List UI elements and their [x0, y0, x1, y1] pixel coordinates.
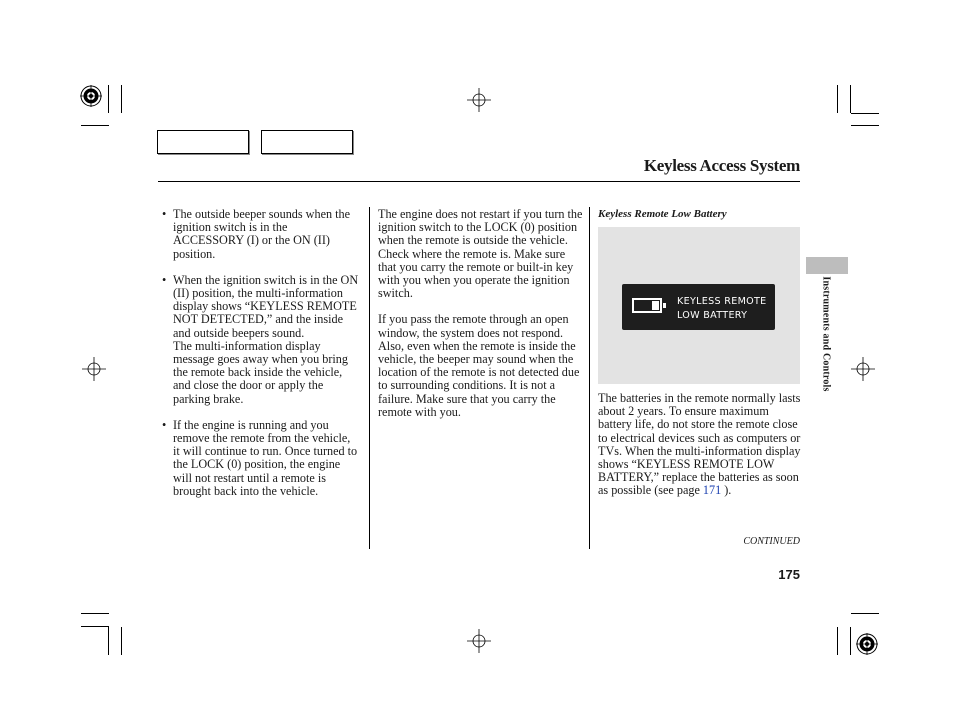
paragraph-text: The batteries in the remote normally lasts about 2 years. To ensure maximum battery life, do not store the remote close to electrical devices such as computers or TVs. When the multi-information display shows “KEYLESS REMOTE LOW BATTERY,” replace the batteries as soon as possible (see page	[598, 391, 801, 498]
list-item: • When the ignition switch is in the ON (II) position, the multi-information display shows “KEYLESS REMOTE NOT DETECTED,” and the inside and outside beepers sound.	[162, 272, 359, 340]
column-3-body	[598, 392, 802, 498]
display-line-1: KEYLESS REMOTE	[677, 296, 767, 307]
registration-rosette-icon	[80, 85, 102, 107]
column-divider	[589, 207, 590, 549]
paragraph	[598, 392, 802, 498]
bullet-text: The outside beeper sounds when the ignition switch is in the ACCESSORY (I) or the ON (II) position.	[173, 207, 351, 261]
list-item: • The outside beeper sounds when the ignition switch is in the ACCESSORY (I) or the ON (II) position.	[162, 207, 351, 261]
crosshair-icon	[851, 357, 875, 381]
paragraph-text-end: ).	[721, 483, 732, 498]
battery-icon	[632, 298, 662, 313]
display-message	[677, 295, 767, 323]
page-link[interactable]: 171	[702, 483, 722, 498]
paragraph: If you pass the remote through an open window, the system does not respond. Also, even when the remote is inside the vehicle, the beeper may sound when the location of the remote is not detected due to surrounding conditions. It is not a failure. Make sure that you carry the remote with you.	[378, 312, 580, 419]
title-rule	[158, 181, 800, 182]
continued-label: CONTINUED	[743, 536, 800, 547]
column-divider	[369, 207, 370, 549]
crosshair-icon	[82, 357, 106, 381]
nav-box-right[interactable]	[261, 130, 353, 154]
section-tab-label: Instruments and Controls	[820, 276, 832, 392]
crosshair-icon	[467, 629, 491, 653]
bullet-text: If the engine is running and you remove the remote from the vehicle, it will continue to run. Once turned to the LOCK (0) position, the engine will not restart until a remote is brought back into the vehicle.	[173, 417, 358, 498]
bullet-text: When the ignition switch is in the ON (II) position, the multi-information display shows “KEYLESS REMOTE NOT DETECTED,” and the inside and outside beepers sound.	[173, 272, 359, 340]
figure-caption: Keyless Remote Low Battery	[598, 208, 727, 220]
paragraph: The engine does not restart if you turn the ignition switch to the LOCK (0) position when the remote is outside the vehicle. Check where the remote is. Make sure that you carry the remote or built-in key with you when you operate the ignition switch.	[378, 207, 583, 301]
column-1	[162, 208, 360, 498]
display-line-2: LOW BATTERY	[677, 310, 748, 321]
column-2	[378, 208, 583, 419]
crosshair-icon	[467, 88, 491, 112]
section-tab-marker	[806, 257, 848, 274]
figure-panel	[598, 227, 800, 384]
registration-rosette-icon	[856, 633, 878, 655]
nav-box-left[interactable]	[157, 130, 249, 154]
multi-information-display	[622, 284, 775, 330]
page-number: 175	[778, 567, 800, 582]
page-title: Keyless Access System	[643, 156, 800, 175]
bullet-continuation: The multi-information display message goes away when you bring the remote back inside the vehicle, and close the door or apply the parking brake.	[173, 338, 348, 406]
list-item: • If the engine is running and you remove the remote from the vehicle, it will continue to run. Once turned to the LOCK (0) position, the engine will not restart until a remote is brought back into the vehicle.	[162, 417, 358, 498]
